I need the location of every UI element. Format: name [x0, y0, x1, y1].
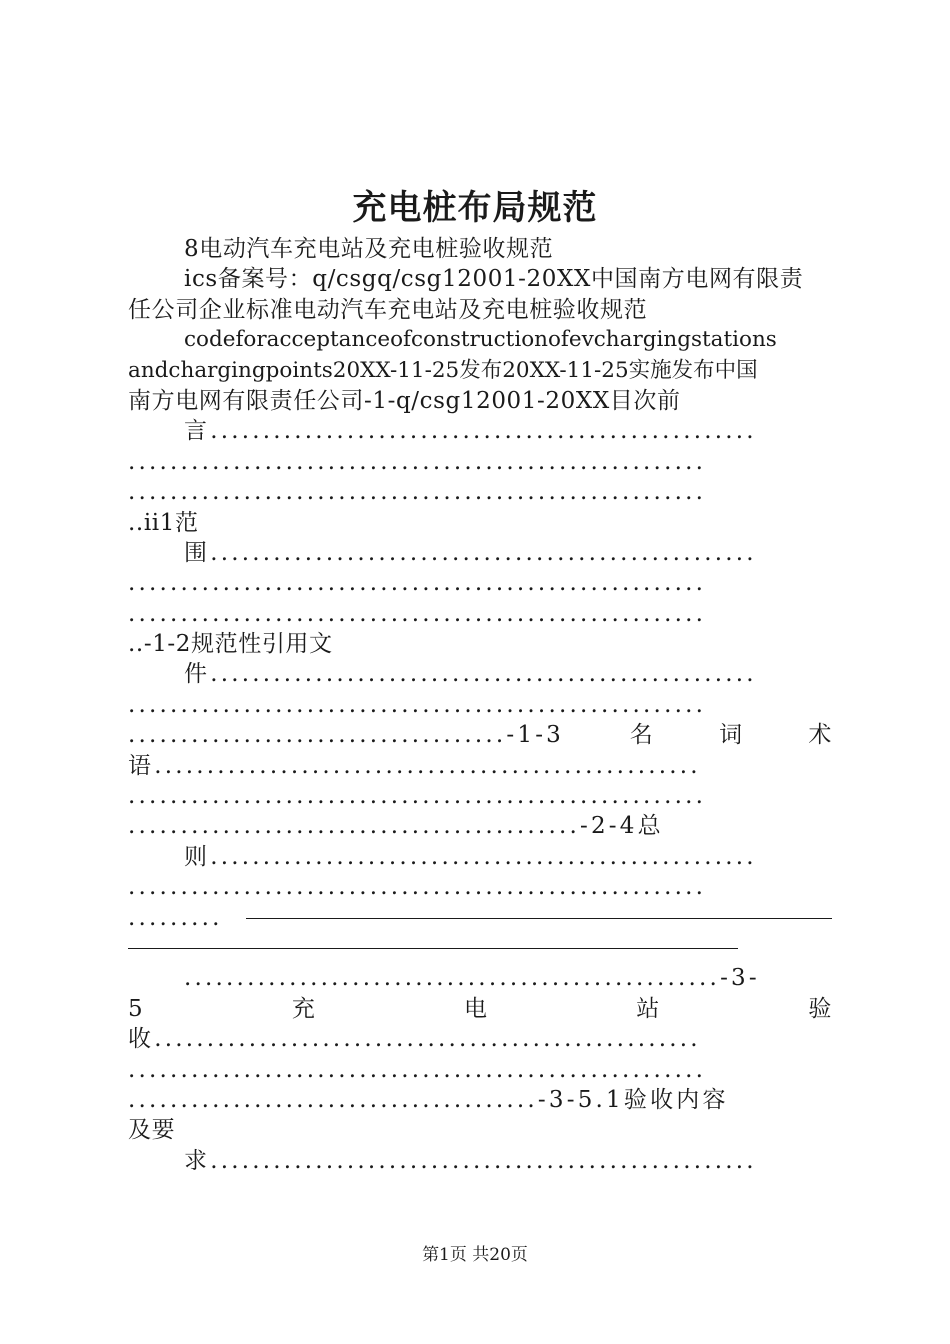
toc-dots: 求....................................................: [184, 1147, 757, 1174]
toc-line: [128, 1085, 832, 1115]
toc-line: [128, 538, 832, 568]
toc-line: ..-1-2规范性引用文: [128, 631, 333, 658]
toc-line: [128, 751, 832, 781]
toc-dots: ...........................................-2-4总: [128, 813, 664, 840]
toc-dots: .......................................................: [128, 1056, 707, 1083]
toc-word: 词: [719, 722, 743, 749]
toc-line: [128, 477, 832, 507]
toc-dots: 围....................................................: [184, 539, 757, 566]
toc-line: [128, 811, 832, 841]
toc-dots: .......................................................: [128, 874, 707, 901]
toc-line: [128, 842, 832, 872]
toc-word: 名: [629, 722, 654, 749]
toc-dots: .......................................................: [128, 448, 707, 475]
toc-line: [128, 1055, 832, 1085]
toc-dots: 言....................................................: [184, 418, 757, 445]
toc-line: [128, 872, 832, 902]
toc-line: [128, 1146, 832, 1176]
document-body: [128, 234, 832, 1176]
toc-line: [128, 659, 832, 689]
toc-line: [128, 933, 832, 963]
body-line: 8电动汽车充电站及充电桩验收规范: [184, 236, 554, 262]
toc-line: [128, 994, 832, 1024]
page-footer: 第1页 共20页: [422, 1245, 528, 1265]
toc-line: [128, 903, 832, 933]
toc-dots: 件....................................................: [184, 661, 757, 688]
body-line: ics备案号：q/csgq/csg12001-20XX中国南方电网有限责: [184, 266, 804, 293]
toc-dots: .......................................................: [128, 570, 707, 597]
horizontal-rule: [128, 948, 738, 950]
toc-dots: 收....................................................: [128, 1026, 701, 1053]
horizontal-rule: [246, 918, 832, 920]
toc-word: 术: [808, 722, 832, 749]
toc-dots: .........: [128, 904, 223, 931]
body-line: codeforacceptanceofconstructionofevchargingstations: [184, 327, 777, 353]
toc-dots: .......................................................: [128, 783, 707, 810]
toc-line: [128, 447, 832, 477]
toc-dots: .......................................................: [128, 691, 707, 718]
toc-line: [128, 963, 832, 993]
toc-line: [128, 599, 832, 629]
toc-word: 5: [128, 995, 144, 1022]
toc-dots: .......................................................: [128, 479, 707, 506]
toc-line: [128, 1024, 832, 1054]
toc-dots: .......................................-3-5.1验收内容: [128, 1086, 729, 1113]
toc-line: [128, 690, 832, 720]
toc-line: [128, 781, 832, 811]
body-line: andchargingpoints20XX-11-25发布20XX-11-25实施发布中国: [128, 357, 758, 383]
toc-dots: ....................................-1-3: [128, 722, 565, 749]
toc-dots: ...................................................-3-: [184, 965, 760, 992]
toc-line: [128, 568, 832, 598]
toc-line: [128, 720, 832, 750]
document-title: 充电桩布局规范: [352, 188, 598, 228]
toc-word: 站: [636, 995, 660, 1022]
toc-line: 及要: [128, 1117, 176, 1144]
toc-word: 电: [464, 995, 488, 1022]
body-line: 南方电网有限责任公司-1-q/csg12001-20XX目次前: [128, 387, 681, 414]
toc-dots: 语....................................................: [128, 752, 701, 779]
toc-dots: .......................................................: [128, 600, 707, 627]
toc-word: 充: [291, 995, 316, 1022]
toc-line: ..ii1范: [128, 509, 199, 536]
body-line: 任公司企业标准电动汽车充电站及充电桩验收规范: [128, 296, 648, 323]
toc-word: 验: [808, 995, 832, 1022]
toc-dots: 则....................................................: [184, 843, 757, 870]
toc-line: [128, 416, 832, 446]
